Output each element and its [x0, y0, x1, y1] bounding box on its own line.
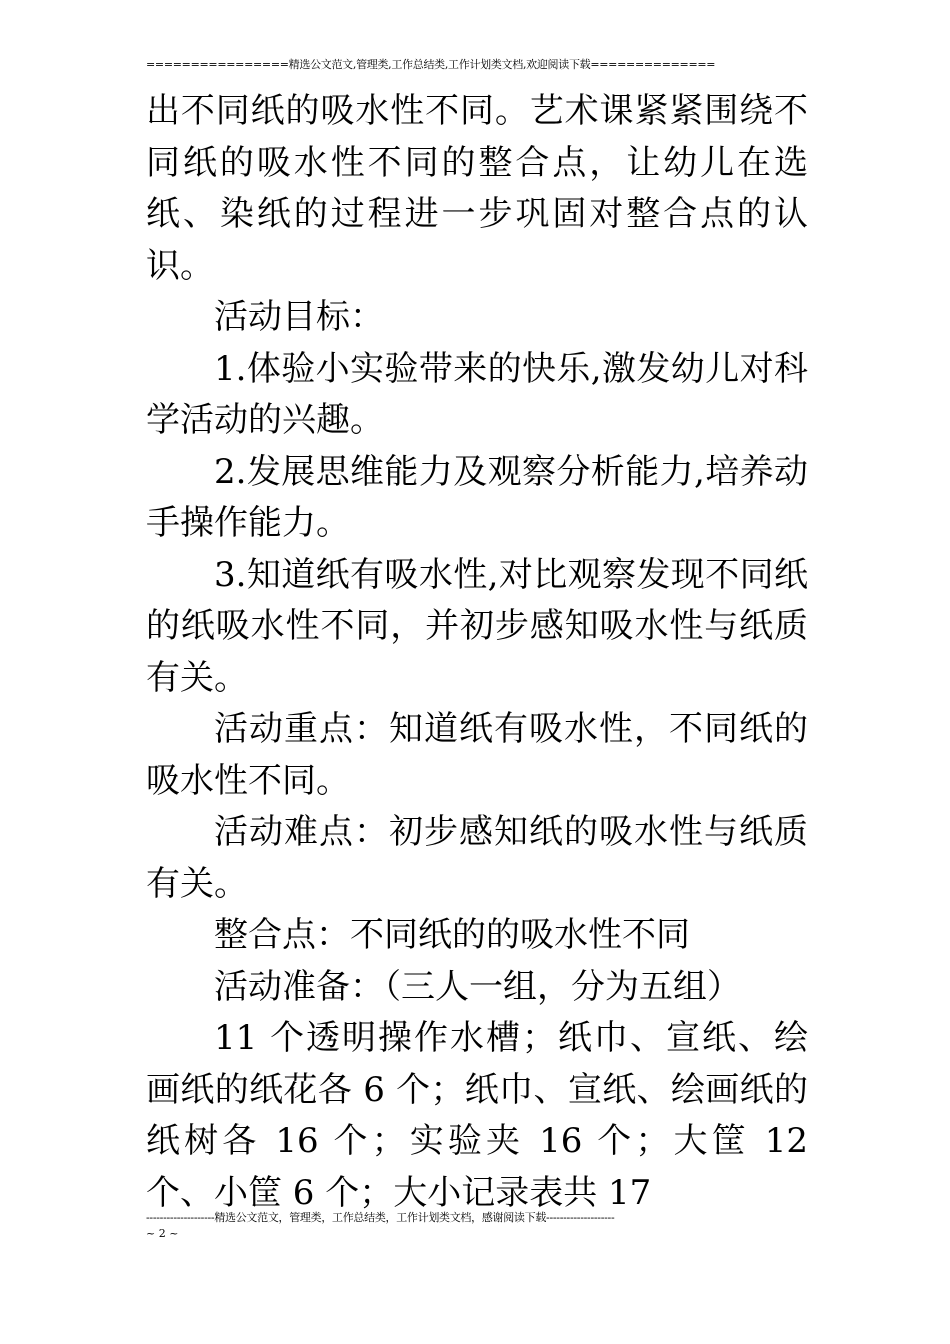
paragraph-key-point: 活动重点：知道纸有吸水性，不同纸的吸水性不同。: [146, 709, 808, 801]
paragraph-goal-1: 1.体验小实验带来的快乐,激发幼儿对科学活动的兴趣。: [146, 348, 808, 440]
page-footer: --------------------精选公文范文，管理类，工作总结类，工作计划类文档，感谢阅读下载--------------------: [146, 1211, 615, 1224]
page-number: ~ 2 ~: [146, 1227, 179, 1240]
paragraph-materials: 11 个透明操作水槽；纸巾、宣纸、绘画纸的纸花各 6 个；纸巾、宣纸、绘画纸的纸树各 16 个；实验夹 16 个；大筐 12 个、小筐 6 个；大小记录表共 17: [146, 1018, 808, 1213]
document-body: [146, 86, 808, 1219]
paragraph-preparation-heading: 活动准备：（三人一组，分为五组）: [214, 966, 741, 1007]
paragraph-continuation: 出不同纸的吸水性不同。艺术课紧紧围绕不同纸的吸水性不同的整合点，让幼儿在选纸、染纸的过程进一步巩固对整合点的认识。: [146, 91, 808, 286]
paragraph-goal-3: 3.知道纸有吸水性,对比观察发现不同纸的纸吸水性不同，并初步感知吸水性与纸质有关。: [146, 554, 808, 698]
paragraph-difficulty: 活动难点：初步感知纸的吸水性与纸质有关。: [146, 812, 808, 904]
paragraph-integration-point: 整合点：不同纸的的吸水性不同: [214, 915, 690, 955]
page-header: ================精选公文范文,管理类,工作总结类,工作计划类文档,欢迎阅读下载==============: [146, 58, 716, 71]
paragraph-goal-2: 2.发展思维能力及观察分析能力,培养动手操作能力。: [146, 451, 808, 543]
paragraph-goals-heading: 活动目标：: [214, 297, 384, 337]
